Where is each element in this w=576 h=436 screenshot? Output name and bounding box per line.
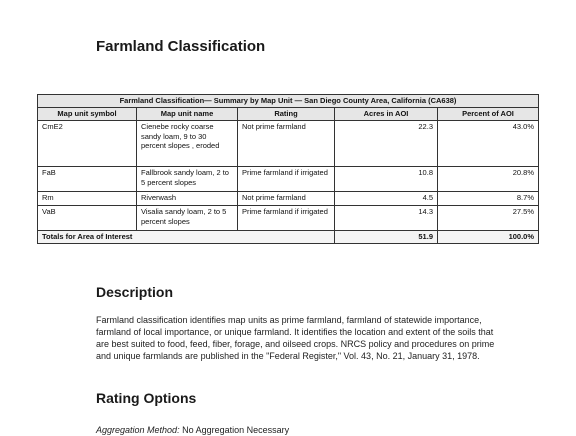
column-header-symbol: Map unit symbol: [38, 108, 137, 121]
cell-rating: Prime farmland if irrigated: [238, 167, 335, 192]
cell-percent: 8.7%: [438, 192, 539, 206]
totals-label: Totals for Area of Interest: [38, 231, 335, 244]
cell-acres: 4.5: [335, 192, 438, 206]
cell-acres: 22.3: [335, 121, 438, 167]
cell-percent: 43.0%: [438, 121, 539, 167]
cell-name: Riverwash: [137, 192, 238, 206]
cell-name: Fallbrook sandy loam, 2 to 5 percent slopes: [137, 167, 238, 192]
table-row: [38, 206, 539, 231]
cell-percent: 27.5%: [438, 206, 539, 231]
table-caption-row: [38, 95, 539, 108]
column-header-name: Map unit name: [137, 108, 238, 121]
page-title: Farmland Classification: [96, 38, 266, 55]
aggregation-method-value: No Aggregation Necessary: [182, 425, 290, 435]
cell-acres: 10.8: [335, 167, 438, 192]
table-row: [38, 192, 539, 206]
column-header-percent: Percent of AOI: [438, 108, 539, 121]
cell-rating: Not prime farmland: [238, 121, 335, 167]
table-row: [38, 121, 539, 167]
table-row: [38, 167, 539, 192]
column-header-acres: Acres in AOI: [335, 108, 438, 121]
column-header-rating: Rating: [238, 108, 335, 121]
table-header-row: [38, 108, 539, 121]
totals-row: [38, 231, 539, 244]
table-caption: Farmland Classification— Summary by Map Unit — San Diego County Area, California (CA638): [38, 95, 539, 108]
cell-rating: Not prime farmland: [238, 192, 335, 206]
cell-name: Cienebe rocky coarse sandy loam, 9 to 30 percent slopes , eroded: [137, 121, 238, 167]
totals-acres: 51.9: [335, 231, 438, 244]
description-text: Farmland classification identifies map units as prime farmland, farmland of statewide importance, farmland of local importance, or unique farmland. It identifies the location and extent of the soils that are best suited to food, feed, fiber, forage, and oilseed crops. NRCS policy and procedures on prime and unique farmlands are published in the "Federal Register," Vol. 43, No. 21, January 31, 1978.: [96, 315, 495, 361]
cell-percent: 20.8%: [438, 167, 539, 192]
totals-percent: 100.0%: [438, 231, 539, 244]
rating-options-heading: Rating Options: [96, 390, 197, 406]
cell-symbol: VaB: [38, 206, 137, 231]
cell-acres: 14.3: [335, 206, 438, 231]
description-heading: Description: [96, 284, 174, 300]
cell-symbol: FaB: [38, 167, 137, 192]
cell-symbol: CmE2: [38, 121, 137, 167]
cell-name: Visalia sandy loam, 2 to 5 percent slopes: [137, 206, 238, 231]
aggregation-method-label: Aggregation Method: [96, 425, 178, 435]
cell-rating: Prime farmland if irrigated: [238, 206, 335, 231]
cell-symbol: Rm: [38, 192, 137, 206]
summary-table: [37, 94, 539, 244]
aggregation-method: Aggregation Method: No Aggregation Necessary: [96, 425, 290, 435]
